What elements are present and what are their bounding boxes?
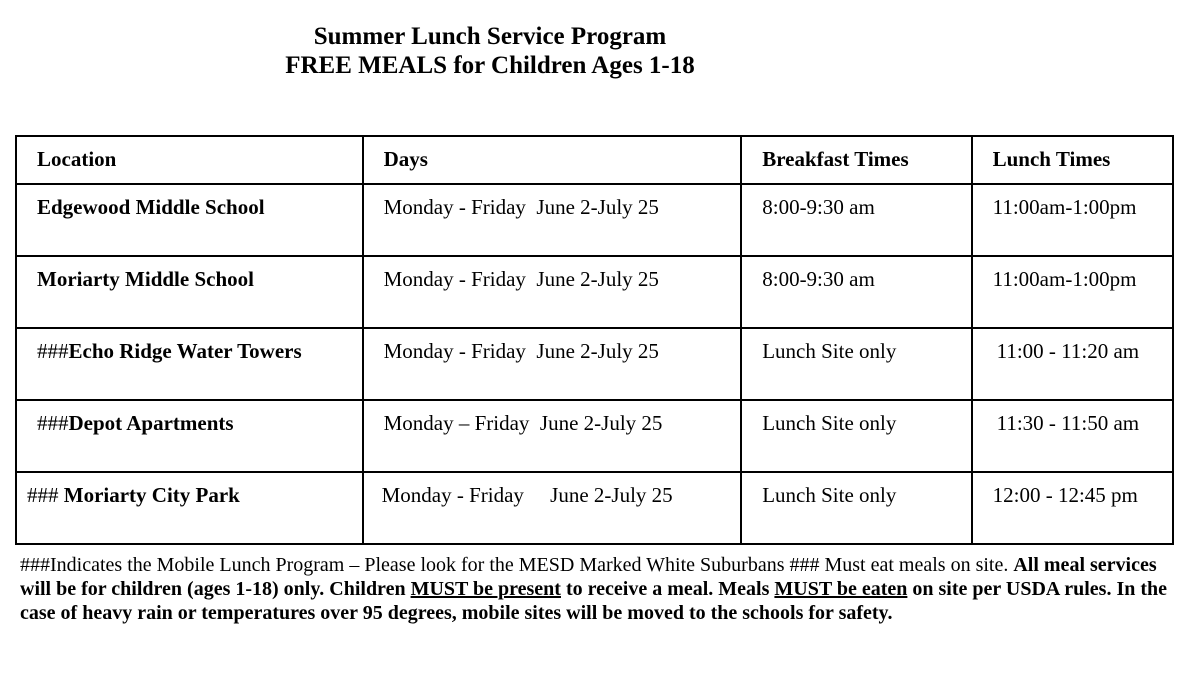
breakfast-time-cell: Lunch Site only <box>741 472 971 544</box>
breakfast-time-cell: Lunch Site only <box>741 400 971 472</box>
breakfast-time-cell: Lunch Site only <box>741 328 971 400</box>
mobile-marker: ### <box>37 411 69 435</box>
table-row <box>16 328 1173 400</box>
meal-schedule-table <box>15 135 1174 545</box>
location-cell <box>16 256 363 328</box>
location-cell <box>16 184 363 256</box>
days-cell: Monday - Friday June 2-July 25 <box>363 328 742 400</box>
breakfast-time-cell: 8:00-9:30 am <box>741 256 971 328</box>
footnote-rules-part-3: on site per USDA rules. In the case of heavy rain or temperatures over 95 degrees, mobile sites will be moved to the schools for safety. <box>20 578 1168 624</box>
location-name: Echo Ridge Water Towers <box>68 339 302 363</box>
lunch-time-cell: 11:00am-1:00pm <box>972 184 1173 256</box>
location-name: Moriarty City Park <box>63 483 240 507</box>
table-row <box>16 184 1173 256</box>
footnote-mobile-note: ###Indicates the Mobile Lunch Program – Please look for the MESD Marked White Suburbans ### Must eat meals on site. <box>20 554 1014 576</box>
location-cell <box>16 328 363 400</box>
days-cell: Monday - Friday June 2-July 25 <box>363 184 742 256</box>
days-cell: Monday - Friday June 2-July 25 <box>363 472 742 544</box>
mobile-marker: ### <box>37 339 69 363</box>
lunch-time-cell: 11:00 - 11:20 am <box>972 328 1173 400</box>
days-cell: Monday - Friday June 2-July 25 <box>363 256 742 328</box>
footnote-must-be-eaten: MUST be eaten <box>774 578 908 600</box>
table-header-row <box>16 136 1173 184</box>
footnote-notice <box>20 553 1170 625</box>
lunch-time-cell: 12:00 - 12:45 pm <box>972 472 1173 544</box>
location-cell <box>16 472 363 544</box>
footnote-rules-part-2: to receive a meal. Meals <box>560 578 775 600</box>
header-breakfast-times: Breakfast Times <box>741 136 971 184</box>
title-line-1: Summer Lunch Service Program <box>313 23 667 50</box>
lunch-time-cell: 11:00am-1:00pm <box>972 256 1173 328</box>
header-days: Days <box>363 136 742 184</box>
table-row <box>16 472 1173 544</box>
header-location: Location <box>16 136 363 184</box>
days-cell: Monday – Friday June 2-July 25 <box>363 400 742 472</box>
location-name: Edgewood Middle School <box>37 195 265 219</box>
location-cell <box>16 400 363 472</box>
document-title <box>190 22 790 80</box>
title-line-2: FREE MEALS for Children Ages 1-18 <box>285 52 695 79</box>
table-row <box>16 256 1173 328</box>
footnote-must-be-present: MUST be present <box>410 578 561 600</box>
breakfast-time-cell: 8:00-9:30 am <box>741 184 971 256</box>
footnote-rules-part-1: All meal services will be for children (ages 1-18) only. Children <box>20 554 1157 600</box>
lunch-time-cell: 11:30 - 11:50 am <box>972 400 1173 472</box>
location-name: Depot Apartments <box>68 411 234 435</box>
mobile-marker: ### <box>27 483 64 507</box>
location-name: Moriarty Middle School <box>37 267 254 291</box>
header-lunch-times: Lunch Times <box>972 136 1173 184</box>
table-row <box>16 400 1173 472</box>
